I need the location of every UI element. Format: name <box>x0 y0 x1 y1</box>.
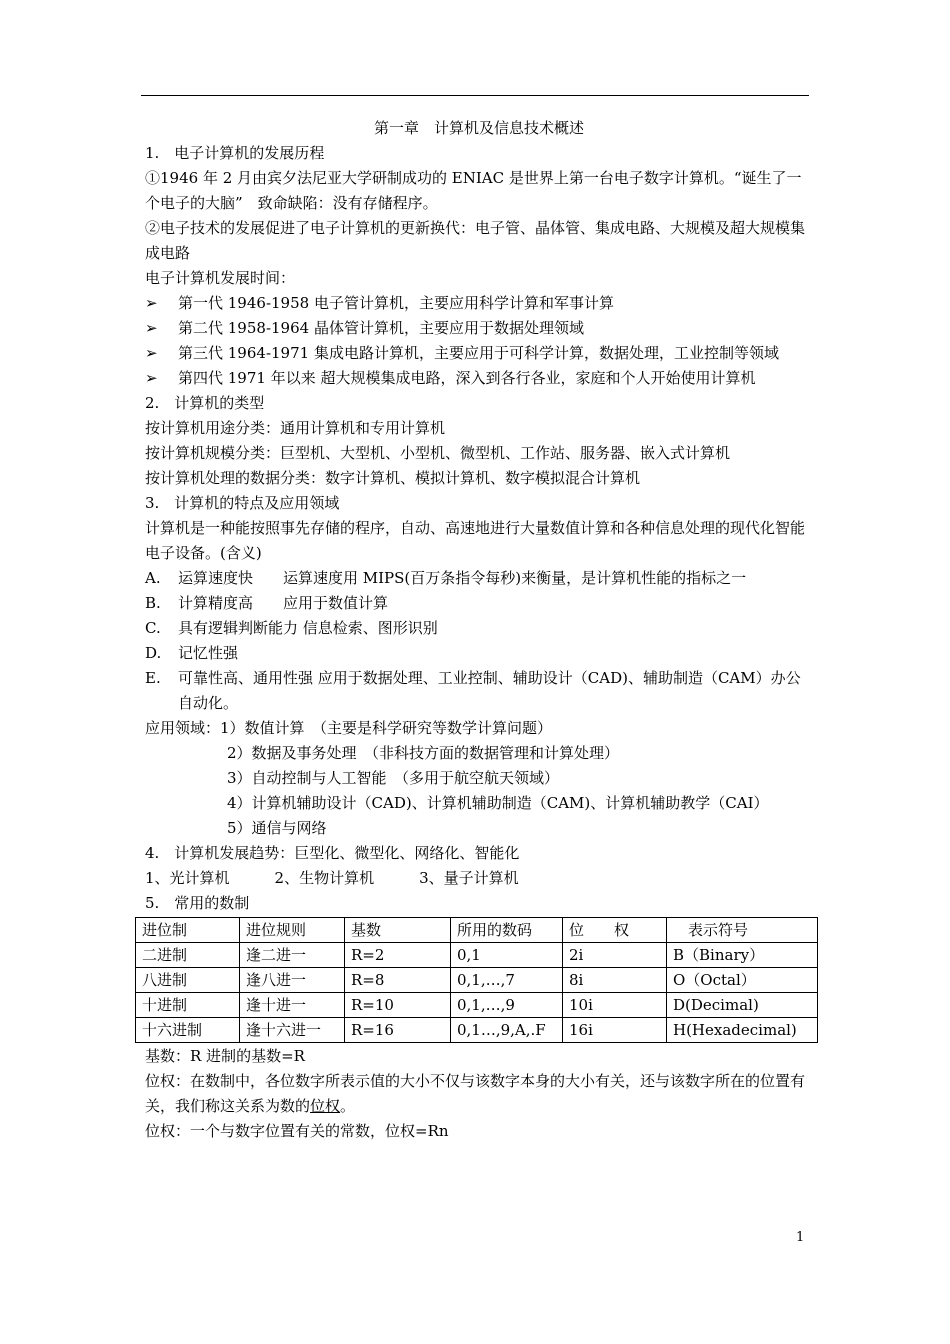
chapter-title: 第一章 计算机及信息技术概述 <box>373 119 584 137</box>
eniac-paragraph: ①1946 年 2 月由宾夕法尼亚大学研制成功的 ENIAC 是世界上第一台电子数字计算机。“诞生了一个电子的大脑” 致命缺陷：没有存储程序。 <box>145 169 802 212</box>
weight-term: 位权 <box>310 1097 341 1115</box>
table-cell: 8i <box>563 968 667 993</box>
feature-item: C. 具有逻辑判断能力 信息检索、图形识别 <box>145 619 438 637</box>
table-header-cell: 表示符号 <box>667 918 818 943</box>
feature-item: A. 运算速度快 运算速度用 MIPS(百万条指令每秒)来衡量，是计算机性能的指标之一 <box>145 569 747 587</box>
timeline-label: 电子计算机发展时间： <box>145 269 296 287</box>
bullet-arrow-icon: ➢ <box>145 369 158 387</box>
table-cell: H(Hexadecimal) <box>667 1018 818 1043</box>
table-cell: R=8 <box>345 968 451 993</box>
classification-line: 按计算机用途分类：通用计算机和专用计算机 <box>145 419 446 437</box>
number-system-table <box>135 917 818 1043</box>
table-cell: 2i <box>563 943 667 968</box>
table-row <box>136 993 818 1018</box>
header-rule <box>141 95 809 96</box>
document-body <box>142 116 813 1144</box>
base-definition: 基数：R 进制的基数=R <box>145 1047 305 1065</box>
feature-item: D. 记忆性强 <box>145 644 239 662</box>
table-cell: 10i <box>563 993 667 1018</box>
section-5-heading: 5. 常用的数制 <box>145 894 250 912</box>
table-cell: 0,1 <box>451 943 563 968</box>
generations-paragraph: ②电子技术的发展促进了电子计算机的更新换代：电子管、晶体管、集成电路、大规模及超大规模集成电路 <box>145 219 806 262</box>
future-computers-line: 1、光计算机 2、生物计算机 3、量子计算机 <box>145 869 519 887</box>
weight-formula: 位权：一个与数字位置有关的常数，位权=Rn <box>145 1122 449 1140</box>
table-cell: D(Decimal) <box>667 993 818 1018</box>
table-header-cell: 进位规则 <box>240 918 345 943</box>
table-header-cell: 位 权 <box>563 918 667 943</box>
table-cell: 0,1…,9,A,.F <box>451 1018 563 1043</box>
table-cell: 逢二进一 <box>240 943 345 968</box>
weight-definition: 位权：在数制中，各位数字所表示值的大小不仅与该数字本身的大小有关，还与该数字所在的位置有关，我们称这关系为数的位权。 <box>145 1072 806 1115</box>
feature-item: E. 可靠性高、通用性强 应用于数据处理、工业控制、辅助设计（CAD)、辅助制造（CAM）办公自动化。 <box>145 669 801 712</box>
table-cell: 十六进制 <box>136 1018 240 1043</box>
feature-item: B. 计算精度高 应用于数值计算 <box>145 594 389 612</box>
bullet-arrow-icon: ➢ <box>145 344 158 362</box>
table-row <box>136 1018 818 1043</box>
table-header-cell: 进位制 <box>136 918 240 943</box>
table-cell: R=10 <box>345 993 451 1018</box>
table-row <box>136 943 818 968</box>
table-header-row <box>136 918 818 943</box>
section-2-heading: 2. 计算机的类型 <box>145 394 265 412</box>
table-cell: R=2 <box>345 943 451 968</box>
table-header-cell: 所用的数码 <box>451 918 563 943</box>
application-field-line: 应用领域：1）数值计算 （主要是科学研究等数学计算问题） <box>145 719 553 737</box>
table-cell: 0,1,…,9 <box>451 993 563 1018</box>
bullet-item: ➢ 第三代 1964-1971 集成电路计算机，主要应用于可科学计算，数据处理，工业控制等领域 <box>145 341 813 366</box>
section-3-heading: 3. 计算机的特点及应用领域 <box>145 494 340 512</box>
table-cell: 八进制 <box>136 968 240 993</box>
bullet-arrow-icon: ➢ <box>145 294 158 312</box>
table-cell: O（Octal） <box>667 968 818 993</box>
bullet-arrow-icon: ➢ <box>145 319 158 337</box>
table-cell: 0,1,…,7 <box>451 968 563 993</box>
table-row <box>136 968 818 993</box>
table-cell: 逢八进一 <box>240 968 345 993</box>
bullet-item: ➢ 第二代 1958-1964 晶体管计算机，主要应用于数据处理领域 <box>145 316 813 341</box>
table-cell: R=16 <box>345 1018 451 1043</box>
bullet-item: ➢ 第一代 1946-1958 电子管计算机，主要应用科学计算和军事计算 <box>145 291 813 316</box>
bullet-item: ➢ 第四代 1971 年以来 超大规模集成电路，深入到各行各业，家庭和个人开始使用计算机 <box>145 366 813 391</box>
application-field-line: 5）通信与网络 <box>227 819 327 837</box>
page-number: 1 <box>796 1230 805 1245</box>
table-cell: 逢十六进一 <box>240 1018 345 1043</box>
application-field-line: 2）数据及事务处理 （非科技方面的数据管理和计算处理） <box>227 744 620 762</box>
table-cell: 16i <box>563 1018 667 1043</box>
section-1-heading: 1. 电子计算机的发展历程 <box>145 144 325 162</box>
section-4-heading: 4. 计算机发展趋势：巨型化、微型化、网络化、智能化 <box>145 844 520 862</box>
table-cell: B（Binary） <box>667 943 818 968</box>
computer-definition: 计算机是一种能按照事先存储的程序，自动、高速地进行大量数值计算和各种信息处理的现代化智能电子设备。(含义) <box>145 519 806 562</box>
classification-line: 按计算机规模分类：巨型机、大型机、小型机、微型机、工作站、服务器、嵌入式计算机 <box>145 444 731 462</box>
table-cell: 逢十进一 <box>240 993 345 1018</box>
table-cell: 十进制 <box>136 993 240 1018</box>
table-header-cell: 基数 <box>345 918 451 943</box>
table-cell: 二进制 <box>136 943 240 968</box>
classification-line: 按计算机处理的数据分类：数字计算机、模拟计算机、数字模拟混合计算机 <box>145 469 641 487</box>
application-field-line: 4）计算机辅助设计（CAD)、计算机辅助制造（CAM)、计算机辅助教学（CAI） <box>227 794 769 812</box>
application-field-line: 3）自动控制与人工智能 （多用于航空航天领域） <box>227 769 560 787</box>
